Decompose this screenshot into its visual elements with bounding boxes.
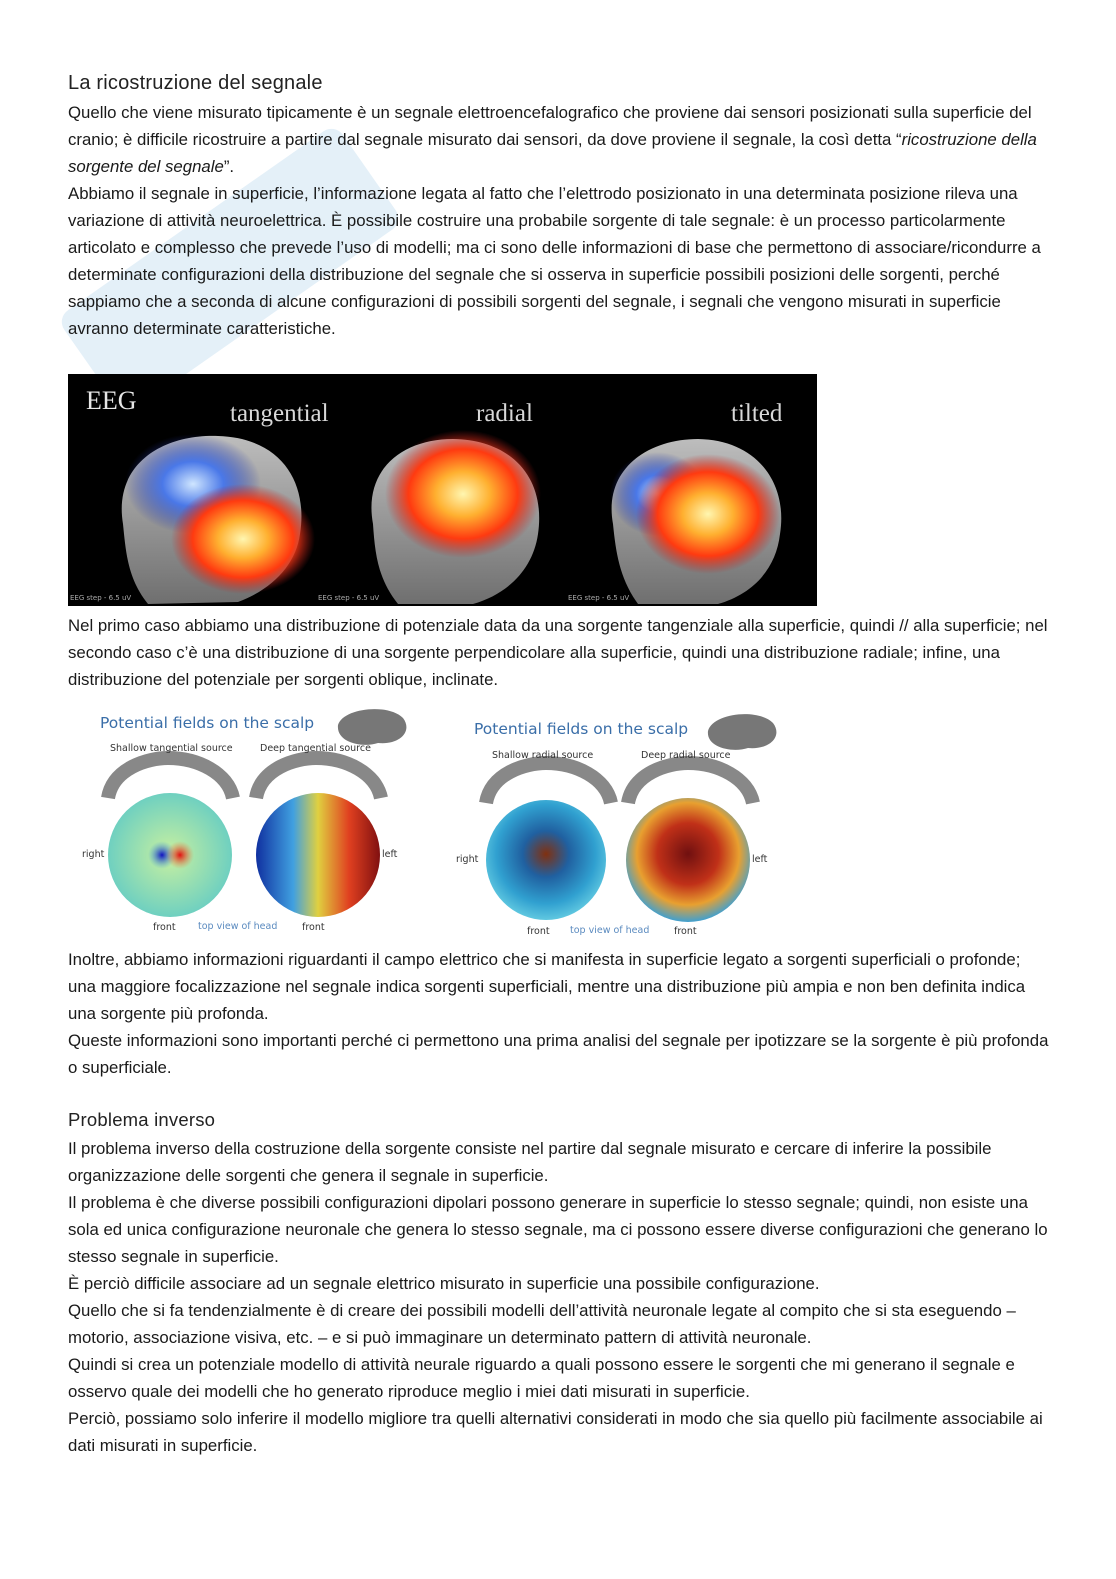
section-title-ricostruzione: La ricostruzione del segnale	[68, 72, 323, 94]
step-label-3: EEG step - 6.5 uV	[568, 594, 630, 602]
label-deep-tangential: Deep tangential source	[260, 743, 371, 754]
brain-icon-left	[338, 709, 407, 745]
eeg-heads-image	[68, 374, 817, 606]
figure-potential-fields	[68, 703, 808, 938]
paragraph-inverse-4: Quello che si fa tendenzialmente è di creare dei possibili modelli dell’attività neuronale legate al compito che si sta eseguendo – motorio, associazione visiva, etc. – e si può immaginare un determinato pattern di attività neuronale.	[68, 1301, 1016, 1347]
scalp-map-deep-tangential	[256, 793, 380, 917]
label-right-1: right	[82, 849, 105, 860]
label-right-2: right	[456, 854, 479, 865]
brain-section-shallow-tangential	[108, 758, 233, 798]
head-tangential	[122, 434, 315, 604]
document-page	[68, 72, 1053, 1459]
eeg-label: EEG	[86, 386, 137, 415]
brain-section-deep-radial	[628, 763, 753, 803]
figure-eeg-heads	[68, 374, 817, 606]
head-radial	[371, 430, 541, 604]
paragraph-importance: Queste informazioni sono importanti perché ci permettono una prima analisi del segnale per ipotizzare se la sorgente è più profonda o superficiale.	[68, 1031, 1049, 1077]
paragraph-intro	[68, 99, 1053, 180]
label-tilted: tilted	[731, 400, 783, 427]
label-front-4: front	[674, 926, 697, 937]
intro-text: Quello che viene misurato tipicamente è un segnale elettroencefalografico che proviene dai sensori posizionati sulla superficie del cranio; è difficile ricostruire a partire dal segnale misurato dai sensori, da dove proviene il segnale, la così detta “	[68, 103, 1032, 149]
scalp-map-shallow-radial	[486, 800, 606, 920]
intro-text-end: ”.	[223, 157, 235, 176]
label-tangential: tangential	[230, 400, 329, 427]
potential-fields-image	[68, 703, 808, 938]
label-front-3: front	[527, 926, 550, 937]
paragraph-inverse-2: Il problema è che diverse possibili configurazioni dipolari possono generare in superficie lo stesso segnale; quindi, non esiste una sola ed unica configurazione neuronale che genera lo stesso segnale, ma ci possono essere diverse configurazioni che generano lo stesso segnale in superficie.	[68, 1193, 1048, 1266]
fig2-left-title: Potential fields on the scalp	[100, 714, 315, 732]
highlight-term: ricostruzione della sorgente del segnale	[68, 130, 1037, 176]
label-top-view-1: top view of head	[198, 921, 278, 932]
section-title-problema-inverso: Problema inverso	[68, 1109, 216, 1130]
scalp-map-shallow-tangential	[108, 793, 232, 917]
paragraph-inverse-5: Quindi si crea un potenziale modello di attività neurale riguardo a quali possono essere le sorgenti che mi generano il segnale e osservo quale dei modelli che ho generato riproduce meglio i miei dati misurati in superficie.	[68, 1355, 1015, 1401]
scalp-map-deep-radial	[626, 798, 750, 922]
label-shallow-tangential: Shallow tangential source	[110, 743, 233, 754]
label-front-1: front	[153, 922, 176, 933]
label-left-2: left	[752, 854, 768, 865]
paragraph-distributions: Nel primo caso abbiamo una distribuzione di potenziale data da una sorgente tangenziale alla superficie, quindi // alla superficie; nel secondo caso c’è una distribuzione di una sorgente perpendicolare alla superficie, quindi una distribuzione radiale; infine, una distribuzione del potenziale per sorgenti oblique, inclinate.	[68, 616, 1048, 689]
brain-section-shallow-radial	[486, 763, 611, 803]
brain-section-deep-tangential	[256, 758, 381, 798]
fig2-right-title: Potential fields on the scalp	[474, 720, 689, 738]
label-left-1: left	[382, 849, 398, 860]
brain-icon-right	[708, 714, 777, 750]
label-deep-radial: Deep radial source	[641, 750, 731, 761]
step-label-2: EEG step - 6.5 uV	[318, 594, 380, 602]
paragraph-inverse-6: Perciò, possiamo solo inferire il modello migliore tra quelli alternativi considerati in modo che sia quello più facilmente associabile ai dati misurati in superficie.	[68, 1409, 1043, 1455]
paragraph-inverse-3: È perciò difficile associare ad un segnale elettrico misurato in superficie una possibile configurazione.	[68, 1274, 820, 1293]
paragraph-electric-field: Inoltre, abbiamo informazioni riguardanti il campo elettrico che si manifesta in superficie legato a sorgenti superficiali o profonde; una maggiore focalizzazione nel segnale indica sorgenti superficiali, mentre una distribuzione più ampia e non ben definita indica una sorgente più profonda.	[68, 950, 1026, 1023]
label-radial: radial	[476, 400, 533, 427]
step-label-1: EEG step - 6.5 uV	[70, 594, 132, 602]
paragraph-inverse-1: Il problema inverso della costruzione della sorgente consiste nel partire dal segnale misurato e cercare di inferire la possibile organizzazione delle sorgenti che genera il segnale in superficie.	[68, 1139, 992, 1185]
head-tilted	[610, 439, 781, 604]
label-front-2: front	[302, 922, 325, 933]
label-top-view-2: top view of head	[570, 925, 650, 936]
paragraph-signal-surface: Abbiamo il segnale in superficie, l’informazione legata al fatto che l’elettrodo posizionato in una determinata posizione rileva una variazione di attività neuroelettrica. È possibile costruire una probabile sorgente di tale segnale: è un processo particolarmente articolato e complesso che prevede l’uso di modelli; ma ci sono delle informazioni di base che permettono di associare/ricondurre a determinate configurazioni della distribuzione del segnale che si osserva in superficie possibili posizioni delle sorgenti, perché sappiamo che a seconda di alcune configurazioni di possibili sorgenti del segnale, i segnali che vengono misurati in superficie avranno determinate caratteristiche.	[68, 184, 1041, 338]
label-shallow-radial: Shallow radial source	[492, 750, 594, 761]
